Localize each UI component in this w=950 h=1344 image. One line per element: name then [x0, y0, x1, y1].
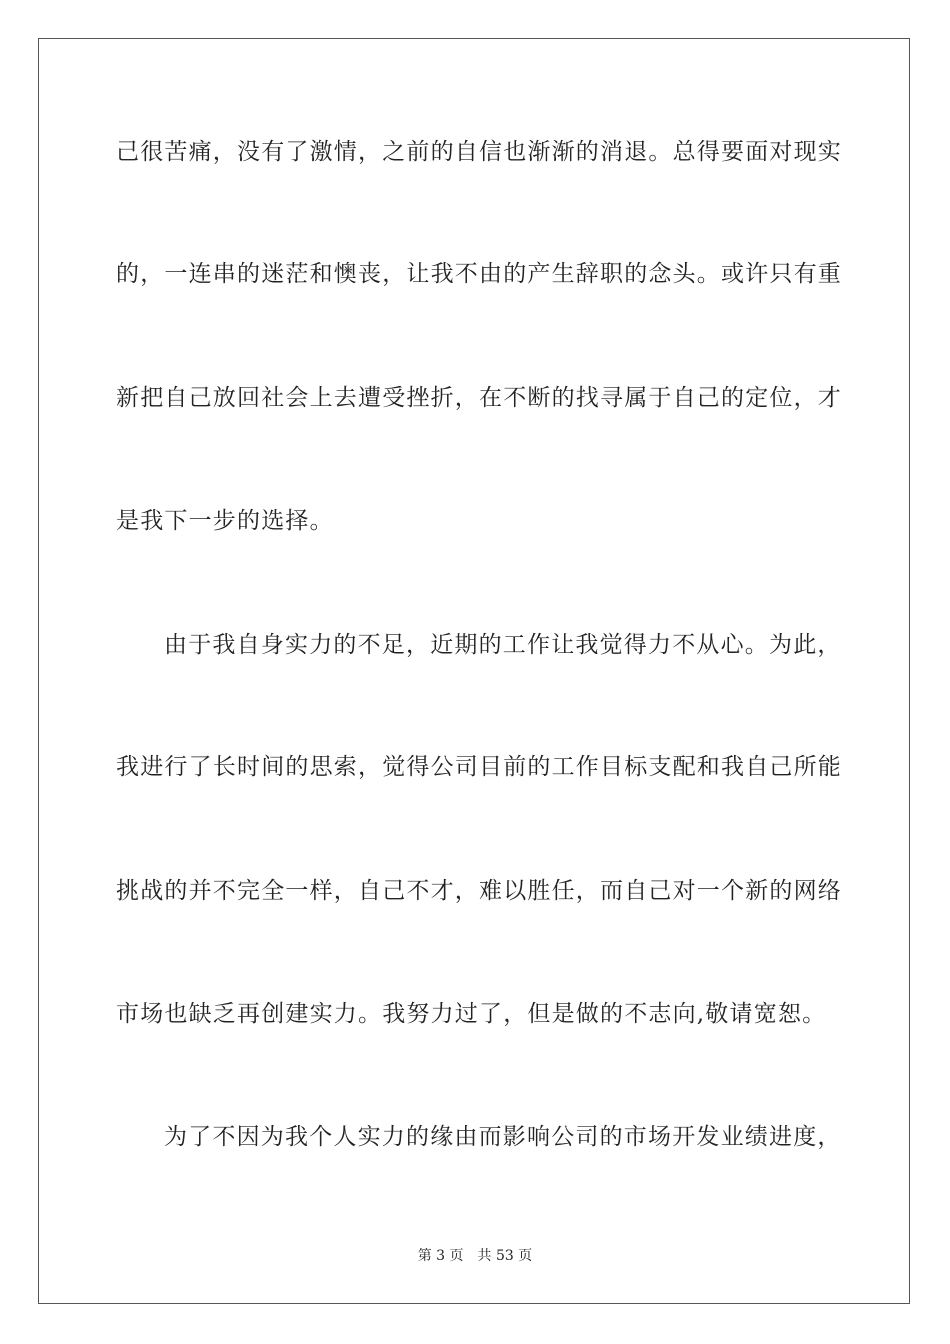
body-line: 的，一连串的迷茫和懊丧，让我不由的产生辞职的念头。或许只有重 — [116, 261, 842, 287]
body-line: 市场也缺乏再创建实力。我努力过了，但是做的不志向,敬请宽恕。 — [116, 1001, 827, 1027]
body-line: 我进行了长时间的思索，觉得公司目前的工作目标支配和我自己所能 — [116, 754, 842, 780]
page-border — [38, 38, 910, 1304]
body-line: 己很苦痛，没有了激情，之前的自信也渐渐的消退。总得要面对现实 — [116, 139, 842, 165]
paragraph-start-line: 为了不因为我个人实力的缘由而影响公司的市场开发业绩进度， — [164, 1124, 842, 1150]
body-line: 挑战的并不完全一样，自己不才，难以胜任，而自己对一个新的网络 — [116, 878, 842, 904]
page-total: 共 53 页 — [477, 1248, 533, 1264]
page-footer — [0, 1246, 950, 1266]
page-number: 第 3 页 — [417, 1248, 464, 1264]
body-line: 是我下一步的选择。 — [116, 508, 334, 534]
body-line: 新把自己放回社会上去遭受挫折，在不断的找寻属于自己的定位，才 — [116, 385, 842, 411]
paragraph-start-line: 由于我自身实力的不足，近期的工作让我觉得力不从心。为此， — [164, 632, 842, 658]
